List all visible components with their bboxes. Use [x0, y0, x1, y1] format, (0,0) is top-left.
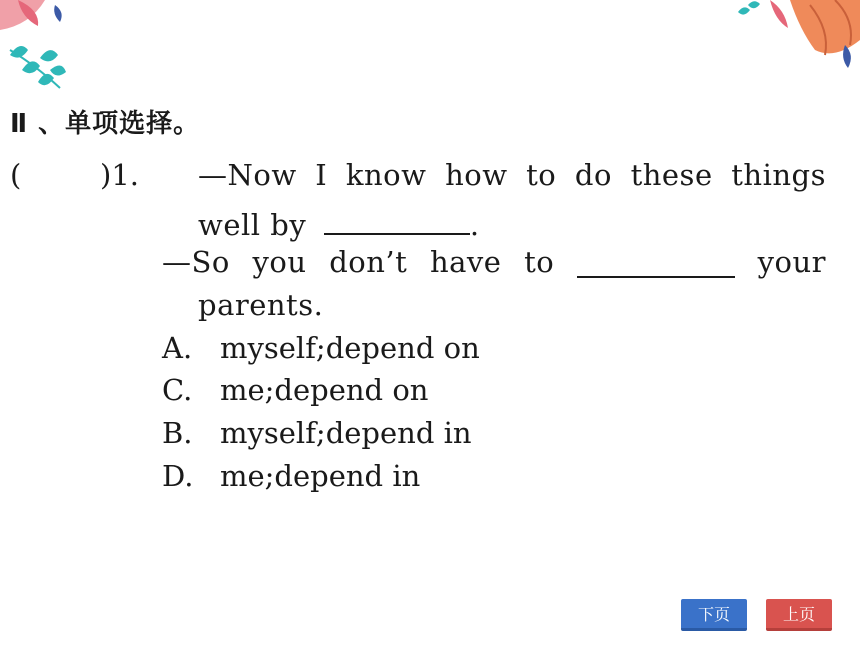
answer-blank-1 [324, 205, 470, 235]
previous-page-button[interactable]: 上页 [766, 599, 832, 631]
option-text: me;depend on [220, 373, 429, 407]
question-number: )1. [100, 158, 139, 192]
word: to [524, 245, 555, 279]
option-c [162, 373, 429, 407]
line-text: well by [198, 208, 307, 242]
option-text: me;depend in [220, 459, 421, 493]
section-title: Ⅱ 、单项选择。 [10, 109, 201, 139]
word: I [315, 158, 328, 192]
option-d [162, 459, 421, 493]
word: to [526, 158, 557, 192]
leaf-decoration-top-left [0, 0, 110, 95]
option-text: myself;depend in [220, 416, 472, 450]
next-page-button[interactable]: 下页 [681, 599, 747, 631]
word: how [445, 158, 508, 192]
question-line-2 [198, 205, 480, 240]
period: . [469, 208, 480, 242]
word: your [757, 245, 826, 279]
word: —Now [198, 158, 297, 192]
answer-blank-2 [577, 248, 735, 278]
option-b [162, 416, 472, 450]
word: have [429, 245, 502, 279]
option-label: A. [162, 331, 193, 365]
question-line-3 [162, 245, 826, 279]
word: —So [162, 245, 230, 279]
option-label: D. [162, 459, 194, 493]
answer-paren: ( [10, 158, 22, 192]
option-label: B. [162, 416, 193, 450]
question-line-1 [198, 158, 826, 192]
option-a [162, 331, 480, 365]
leaf-decoration-top-right [730, 0, 860, 70]
option-text: myself;depend on [220, 331, 480, 365]
word: know [345, 158, 427, 192]
word: don’t [329, 245, 408, 279]
word: things [731, 158, 826, 192]
word: do [574, 158, 612, 192]
word: you [252, 245, 307, 279]
question-line-4: parents. [198, 288, 324, 322]
option-label: C. [162, 373, 193, 407]
word: these [630, 158, 713, 192]
